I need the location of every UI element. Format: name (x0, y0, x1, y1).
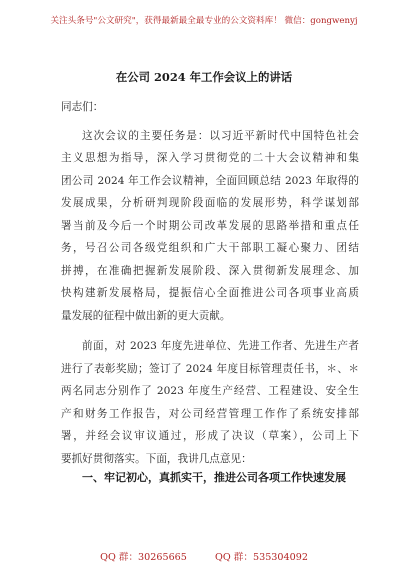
paragraph-2 (61, 335, 359, 470)
footer-qq-left: QQ 群：30265665 (100, 552, 187, 563)
paragraph-line: 两名同志分别作了 2023 年度生产经营、工程建设、安全生 (61, 385, 359, 397)
paragraph-line: 主义思想为指导，深入学习贯彻党的二十大会议精神和集 (61, 152, 359, 164)
paragraph-line: 署，并经会议审议通过，形成了决议（草案），公司上下 (61, 430, 359, 442)
footer (0, 549, 408, 563)
footer-qq-right: QQ 群：535304092 (215, 552, 308, 563)
paragraph-line: 产和财务工作报告，对公司经营管理工作作了系统安排部 (61, 407, 359, 420)
paragraph-1 (61, 125, 359, 328)
document-body (61, 90, 359, 470)
paragraph-line: 进行了表彰奖励；签订了 2024 年度目标管理责任书，＊、＊ (61, 362, 359, 375)
header-banner: 关注头条号"公文研究"，获得最新最全最专业的公文资料库！ 微信：gongwenyj (50, 16, 358, 26)
paragraph-line: 团公司 2024 年工作会议精神，全面回顾总结 2023 年取得的 (61, 174, 359, 187)
greeting: 同志们： (61, 101, 104, 113)
paragraph-gap (61, 327, 359, 335)
paragraph-line: 这次会议的主要任务是：以习近平新时代中国特色社会 (82, 129, 359, 142)
page-title: 在公司 2024 年工作会议上的讲话 (115, 70, 293, 84)
paragraph-line: 署当前及今后一个时期公司改革发展的思路举措和重点任 (61, 219, 359, 232)
paragraph-line: 要抓好贯彻落实。下面，我讲几点意见： (61, 452, 252, 465)
paragraph-line: 前面，对 2023 年度先进单位、先进工作者、先进生产者 (82, 340, 359, 352)
paragraph-line: 务，号召公司各级党组织和广大干部职工凝心聚力、团结 (61, 242, 359, 254)
paragraph-line: 快构建新发展格局，提振信心全面推进公司各项事业高质 (61, 287, 359, 299)
paragraph-line: 量发展的征程中做出新的更大贡献。 (61, 309, 231, 322)
paragraph-line: 发展成果，分析研判现阶段面临的发展形势，科学谋划部 (61, 197, 359, 209)
paragraph-line: 拼搏，在准确把握新发展阶段、深入贯彻新发展理念、加 (61, 264, 359, 277)
section-heading: 一、牢记初心，真抓实干，推进公司各项工作快速发展 (82, 471, 346, 484)
